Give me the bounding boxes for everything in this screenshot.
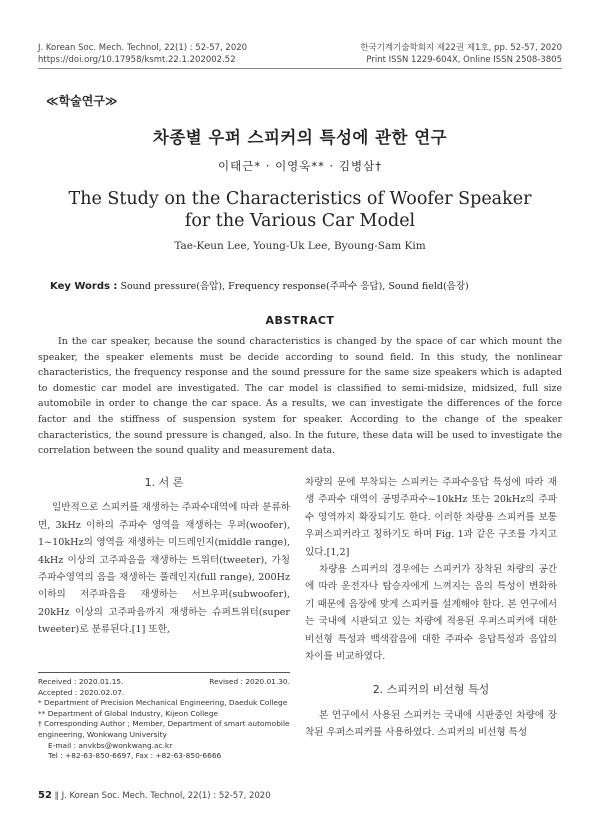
right-column [305,474,557,742]
title-english-line2: for the Various Car Model [184,211,416,231]
tel-fax: Tel : +82-63-850-6697, Fax : +82-63-850-6666 [48,751,222,761]
article-category: ≪학술연구≫ [46,94,118,108]
keywords [50,278,560,292]
corresponding-author: † Corresponding Author ; Member, Department of smart automobile engineering, Wonkwang University [38,719,290,739]
affiliation-2: ** Department of Global Industry, Kijeon College [38,708,218,718]
section-2-paragraph: 본 연구에서 사용된 스피커는 국내에 시판중인 차량에 장착된 우퍼스피커를 사용하였다. 스피커의 비선형 특성 [305,709,557,739]
keywords-label: Key Words : [50,281,118,292]
footnotes [38,672,290,762]
header-divider [38,68,562,69]
page-number: 52 [38,790,52,801]
page-footer [38,790,271,801]
section-1-heading: 1. 서 론 [144,476,184,489]
header-right [360,42,562,66]
issn: Print ISSN 1229-604X, Online ISSN 2508-3805 [366,55,562,65]
left-column [38,474,290,639]
title-korean: 차종별 우퍼 스피커의 특성에 관한 연구 [152,128,448,147]
abstract-text: In the car speaker, because the sound characteristics is changed by the space of car which mount the speaker, the speaker elements must be decide according to sound field. In this study, the nonlinear characteristics, the frequency response and the sound pressure for the same size speakers which is adapted to domestic car model are investigated. The car model is classified to semi-midsize, midsized, full size automobile in order to change the car space. As a results, we can investigate the differences of the force factor and the stiffness of suspension system for speaker. According to the change of the speaker characteristics, the sound pressure is changed, also. In the future, these data will be used to investigate the correlation between the sound quality and measurement data. [38,336,562,457]
accepted-date: Accepted : 2020.02.07. [38,687,125,697]
header-left [38,42,247,66]
dates-row [38,677,290,688]
journal-citation-ko: 한국기계기술학회지 제22권 제1호, pp. 52-57, 2020 [360,43,562,53]
received-date: Received : 2020.01.15. [38,677,124,686]
affiliation-1: * Department of Precision Mechanical Engineering, Daeduk College [38,698,288,708]
footer-separator: ∥ [54,791,62,801]
revised-date: Revised : 2020.01.30. [209,677,290,686]
section-2-heading: 2. 스피커의 비선형 특성 [372,683,490,697]
section-1-paragraph: 일반적으로 스피커를 재생하는 주파수대역에 따라 분류하면, 3kHz 이하의 주파수 영역을 재생하는 우퍼(woofer), 1~10kHz의 영역을 재생하는 미드레인지(middle range), 4kHz 이상의 고주파음을 재생하는 트위터(tweeter), 가청주파수영역의 음을 재생하는 풀레인지(full range), 200Hz 이하의 저주파음을 재생하는 서브우퍼(subwoofer), 20kHz 이상의 고주파음까지 재생하는 슈퍼트위터(super tweeter)로 분류된다.[1] 또한, [38,502,290,636]
title-english [0,188,600,232]
keywords-text: Sound pressure(음압), Frequency response(주파수 응답), Sound field(음장) [120,281,469,292]
doi-link[interactable]: https://doi.org/10.17958/ksmt.22.1.202002.52 [38,55,236,65]
email[interactable]: E-mail : anvkbs@wonkwang.ac.kr [48,740,173,750]
abstract-title: ABSTRACT [265,314,335,327]
right-paragraph-2: 차량용 스피커의 경우에는 스피커가 장착된 차량의 공간에 따라 운전자나 탑승자에게 느껴지는 음의 특성이 변화하기 때문에 음장에 맞게 스피커를 설계해야 한다. 본 연구에서는 국내에 시판되고 있는 차량에 적용된 우퍼스피커에 대한 비선형 특성과 백색잡음에 대한 주파수 응답특성과 음압의 차이를 비교하였다. [305,564,557,663]
footer-citation: J. Korean Soc. Mech. Technol, 22(1) : 52-57, 2020 [61,791,271,801]
right-paragraph-1: 차량의 문에 부착되는 스피커는 주파수응답 특성에 따라 재생 주파수 대역이 공명주파수~10kHz 또는 20kHz의 주파수 영역까지 확장되기도 한다. 이러한 차량용 스피커를 보통 우퍼스피커라고 칭하기도 하며 Fig. 1과 같은 구조를 가지고 있다.[1,2] [305,477,557,558]
authors-english: Tae-Keun Lee, Young-Uk Lee, Byoung-Sam Kim [174,240,426,252]
journal-citation: J. Korean Soc. Mech. Technol, 22(1) : 52-57, 2020 [38,43,248,53]
title-english-line1: The Study on the Characteristics of Woofer Speaker [68,189,532,209]
authors-korean: 이태근* · 이영욱** · 김병삼† [218,159,382,173]
